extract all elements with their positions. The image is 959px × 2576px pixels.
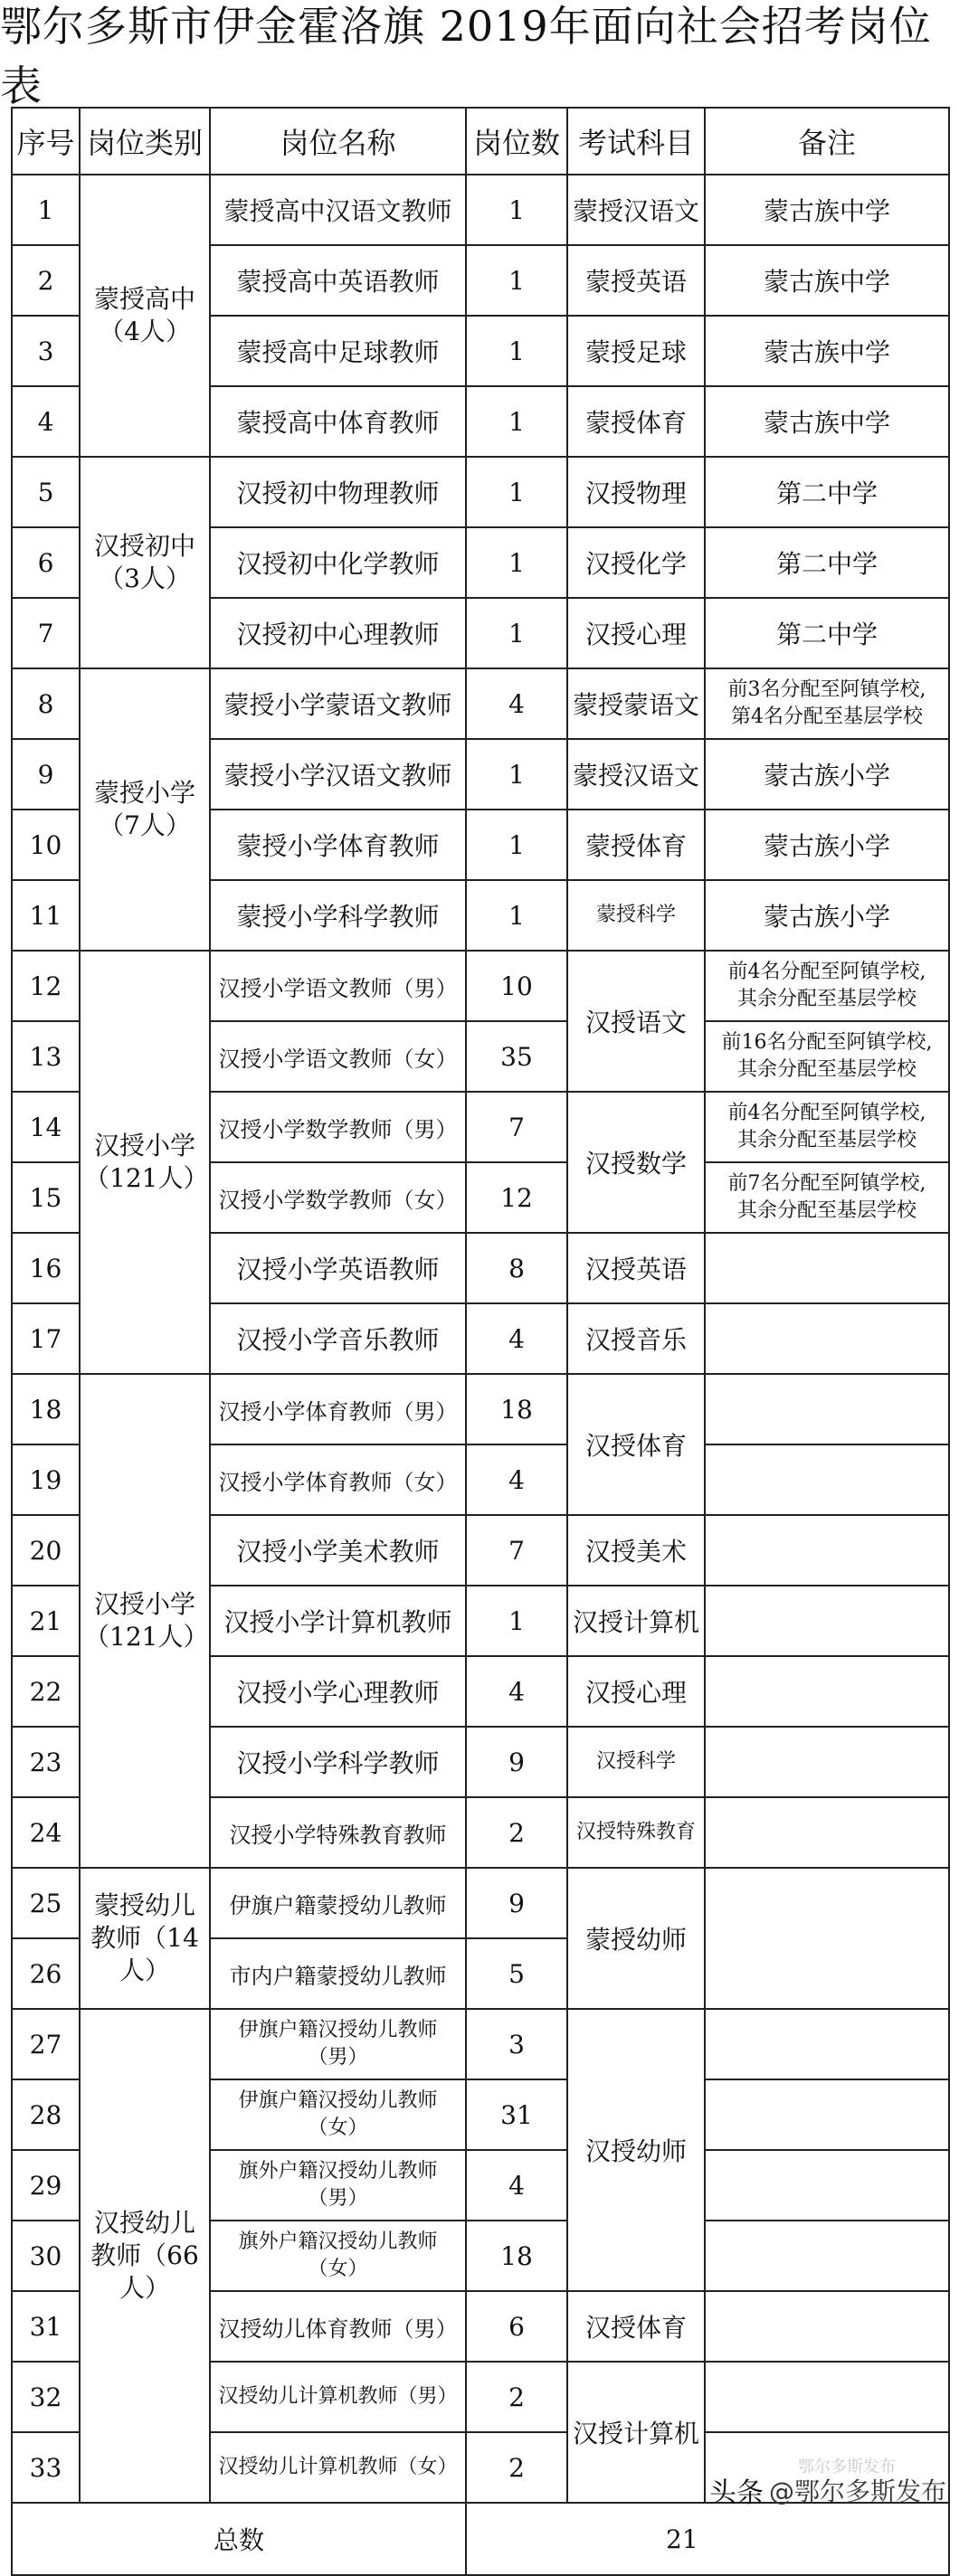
position-count: 1 bbox=[466, 457, 567, 527]
note-line: 前4名分配至阿镇学校, bbox=[727, 961, 926, 983]
note-line: 第4名分配至基层学校 bbox=[731, 706, 923, 728]
position-count: 1 bbox=[466, 175, 567, 245]
position-count: 1 bbox=[466, 245, 567, 316]
total-value: 21 bbox=[466, 2503, 949, 2575]
position-count: 2 bbox=[466, 1797, 567, 1868]
position-name: 汉授初中物理教师 bbox=[210, 457, 466, 527]
exam-subject: 蒙授幼师 bbox=[567, 1868, 705, 2009]
note-cell: 蒙古族小学 bbox=[705, 810, 949, 880]
exam-subject: 汉授英语 bbox=[567, 1233, 705, 1303]
header-note: 备注 bbox=[705, 108, 949, 175]
note-cell bbox=[705, 1303, 949, 1374]
note-line: 其余分配至基层学校 bbox=[736, 1058, 916, 1081]
header-no: 序号 bbox=[12, 108, 80, 175]
row-no: 11 bbox=[12, 880, 80, 951]
row-no: 21 bbox=[12, 1586, 80, 1656]
note-cell bbox=[705, 2009, 949, 2079]
header-subject: 考试科目 bbox=[567, 108, 705, 175]
position-count: 2 bbox=[466, 2432, 567, 2503]
watermark bbox=[709, 2470, 946, 2510]
position-name: 汉授幼儿体育教师（男） bbox=[210, 2291, 466, 2362]
note-cell: 蒙古族中学 bbox=[705, 245, 949, 316]
exam-subject: 汉授计算机 bbox=[567, 2362, 705, 2503]
position-count: 9 bbox=[466, 1868, 567, 1938]
row-no: 27 bbox=[12, 2009, 80, 2079]
note-cell bbox=[705, 1797, 949, 1868]
exam-subject: 汉授美术 bbox=[567, 1515, 705, 1586]
table-row bbox=[12, 457, 949, 527]
note-cell bbox=[705, 668, 949, 739]
position-count: 9 bbox=[466, 1727, 567, 1797]
table-row bbox=[12, 1868, 949, 1938]
table-row bbox=[12, 175, 949, 245]
note-cell bbox=[705, 1868, 949, 2009]
page-title: 鄂尔多斯市伊金霍洛旗 2019年面向社会招考岗位表 bbox=[0, 2, 932, 110]
row-no: 23 bbox=[12, 1727, 80, 1797]
header-category: 岗位类别 bbox=[80, 108, 210, 175]
note-line: 其余分配至基层学校 bbox=[736, 1199, 916, 1222]
position-name: 汉授小学特殊教育教师 bbox=[210, 1797, 466, 1868]
note-cell bbox=[705, 1727, 949, 1797]
note-cell: 第二中学 bbox=[705, 457, 949, 527]
note-cell: 蒙古族中学 bbox=[705, 386, 949, 457]
table-row bbox=[12, 2009, 949, 2079]
exam-subject: 蒙授蒙语文 bbox=[567, 668, 705, 739]
position-count: 4 bbox=[466, 668, 567, 739]
note-line: 前4名分配至阿镇学校, bbox=[727, 1102, 926, 1124]
exam-subject: 汉授语文 bbox=[567, 951, 705, 1092]
exam-subject: 汉授特殊教育 bbox=[567, 1797, 705, 1868]
position-name: 旗外户籍汉授幼儿教师（女） bbox=[210, 2221, 466, 2291]
position-count: 1 bbox=[466, 598, 567, 668]
position-name: 蒙授小学蒙语文教师 bbox=[210, 668, 466, 739]
note-line: 其余分配至基层学校 bbox=[736, 988, 916, 1010]
position-count: 5 bbox=[466, 1938, 567, 2009]
row-no: 29 bbox=[12, 2150, 80, 2221]
position-count: 7 bbox=[466, 1092, 567, 1162]
position-name: 市内户籍蒙授幼儿教师 bbox=[210, 1938, 466, 2009]
row-no: 8 bbox=[12, 668, 80, 739]
note-cell bbox=[705, 1586, 949, 1656]
position-count: 3 bbox=[466, 2009, 567, 2079]
row-no: 10 bbox=[12, 810, 80, 880]
position-name: 汉授小学美术教师 bbox=[210, 1515, 466, 1586]
position-name: 汉授小学心理教师 bbox=[210, 1656, 466, 1727]
position-name: 汉授小学数学教师（女） bbox=[210, 1162, 466, 1233]
row-no: 1 bbox=[12, 175, 80, 245]
position-name: 伊旗户籍汉授幼儿教师（男） bbox=[210, 2009, 466, 2079]
row-no: 13 bbox=[12, 1021, 80, 1092]
position-name: 蒙授高中汉语文教师 bbox=[210, 175, 466, 245]
position-count: 12 bbox=[466, 1162, 567, 1233]
position-name: 蒙授小学科学教师 bbox=[210, 880, 466, 951]
position-count: 1 bbox=[466, 1586, 567, 1656]
note-cell bbox=[705, 2362, 949, 2432]
note-cell: 蒙古族小学 bbox=[705, 880, 949, 951]
note-cell bbox=[705, 2150, 949, 2221]
position-count: 4 bbox=[466, 1303, 567, 1374]
category-cell: 蒙授小学（7人） bbox=[80, 668, 210, 951]
exam-subject: 汉授数学 bbox=[567, 1092, 705, 1233]
row-no: 7 bbox=[12, 598, 80, 668]
note-cell: 蒙古族小学 bbox=[705, 739, 949, 810]
position-name: 汉授小学计算机教师 bbox=[210, 1586, 466, 1656]
row-no: 26 bbox=[12, 1938, 80, 2009]
note-cell bbox=[705, 2079, 949, 2150]
position-count: 31 bbox=[466, 2079, 567, 2150]
note-cell bbox=[705, 2221, 949, 2291]
row-no: 33 bbox=[12, 2432, 80, 2503]
position-name: 汉授初中化学教师 bbox=[210, 527, 466, 598]
position-count: 10 bbox=[466, 951, 567, 1021]
category-cell: 汉授初中（3人） bbox=[80, 457, 210, 668]
note-cell bbox=[705, 1444, 949, 1515]
note-cell: 第二中学 bbox=[705, 598, 949, 668]
note-cell bbox=[705, 1656, 949, 1727]
position-count: 7 bbox=[466, 1515, 567, 1586]
exam-subject: 汉授体育 bbox=[567, 1374, 705, 1515]
exam-subject: 蒙授足球 bbox=[567, 316, 705, 386]
row-no: 2 bbox=[12, 245, 80, 316]
table-row bbox=[12, 668, 949, 739]
exam-subject: 蒙授英语 bbox=[567, 245, 705, 316]
row-no: 32 bbox=[12, 2362, 80, 2432]
row-no: 5 bbox=[12, 457, 80, 527]
note-cell: 第二中学 bbox=[705, 527, 949, 598]
position-count: 1 bbox=[466, 527, 567, 598]
category-cell: 蒙授高中（4人） bbox=[80, 175, 210, 457]
row-no: 24 bbox=[12, 1797, 80, 1868]
row-no: 15 bbox=[12, 1162, 80, 1233]
row-no: 12 bbox=[12, 951, 80, 1021]
position-name: 旗外户籍汉授幼儿教师（男） bbox=[210, 2150, 466, 2221]
note-cell bbox=[705, 1515, 949, 1586]
exam-subject: 蒙授体育 bbox=[567, 810, 705, 880]
header-position: 岗位名称 bbox=[210, 108, 466, 175]
row-no: 14 bbox=[12, 1092, 80, 1162]
position-name: 汉授小学数学教师（男） bbox=[210, 1092, 466, 1162]
note-cell bbox=[705, 1233, 949, 1303]
exam-subject: 汉授科学 bbox=[567, 1727, 705, 1797]
position-count: 18 bbox=[466, 1374, 567, 1444]
position-name: 蒙授高中体育教师 bbox=[210, 386, 466, 457]
row-no: 9 bbox=[12, 739, 80, 810]
exam-subject: 汉授计算机 bbox=[567, 1586, 705, 1656]
position-count: 4 bbox=[466, 1444, 567, 1515]
exam-subject: 汉授音乐 bbox=[567, 1303, 705, 1374]
row-no: 22 bbox=[12, 1656, 80, 1727]
position-count: 1 bbox=[466, 386, 567, 457]
note-line: 其余分配至基层学校 bbox=[736, 1129, 916, 1151]
position-name: 汉授小学体育教师（女） bbox=[210, 1444, 466, 1515]
note-cell bbox=[705, 1374, 949, 1444]
row-no: 6 bbox=[12, 527, 80, 598]
watermark-ghost: 鄂尔多斯发布 bbox=[798, 2458, 896, 2477]
position-name: 蒙授高中英语教师 bbox=[210, 245, 466, 316]
row-no: 31 bbox=[12, 2291, 80, 2362]
position-name: 汉授初中心理教师 bbox=[210, 598, 466, 668]
table-row bbox=[12, 951, 949, 1021]
watermark-handle: @鄂尔多斯发布 bbox=[768, 2477, 946, 2506]
category-cell: 汉授小学（121人） bbox=[80, 1374, 210, 1868]
position-name: 汉授小学语文教师（女） bbox=[210, 1021, 466, 1092]
total-row bbox=[12, 2503, 949, 2575]
exam-subject: 蒙授体育 bbox=[567, 386, 705, 457]
row-no: 20 bbox=[12, 1515, 80, 1586]
position-name: 汉授小学语文教师（男） bbox=[210, 951, 466, 1021]
note-cell bbox=[705, 1021, 949, 1092]
position-count: 1 bbox=[466, 880, 567, 951]
position-name: 汉授幼儿计算机教师（女） bbox=[210, 2432, 466, 2503]
exam-subject: 汉授体育 bbox=[567, 2291, 705, 2362]
position-name: 汉授幼儿计算机教师（男） bbox=[210, 2362, 466, 2432]
table-header-row bbox=[12, 108, 949, 175]
position-name: 伊旗户籍汉授幼儿教师（女） bbox=[210, 2079, 466, 2150]
row-no: 18 bbox=[12, 1374, 80, 1444]
row-no: 4 bbox=[12, 386, 80, 457]
category-cell: 蒙授幼儿教师（14人） bbox=[80, 1868, 210, 2009]
exam-subject: 汉授化学 bbox=[567, 527, 705, 598]
total-label: 总数 bbox=[12, 2503, 466, 2575]
watermark-prefix: 头条 bbox=[708, 2477, 764, 2509]
position-count: 1 bbox=[466, 810, 567, 880]
recruitment-table bbox=[11, 107, 950, 2576]
note-line: 前7名分配至阿镇学校, bbox=[727, 1172, 926, 1195]
position-name: 汉授小学科学教师 bbox=[210, 1727, 466, 1797]
position-count: 6 bbox=[466, 2291, 567, 2362]
position-name: 蒙授小学汉语文教师 bbox=[210, 739, 466, 810]
position-count: 4 bbox=[466, 1656, 567, 1727]
note-cell: 蒙古族中学 bbox=[705, 316, 949, 386]
position-count: 18 bbox=[466, 2221, 567, 2291]
row-no: 28 bbox=[12, 2079, 80, 2150]
position-name: 汉授小学音乐教师 bbox=[210, 1303, 466, 1374]
position-count: 4 bbox=[466, 2150, 567, 2221]
note-cell bbox=[705, 951, 949, 1021]
position-name: 蒙授小学体育教师 bbox=[210, 810, 466, 880]
note-line: 前3名分配至阿镇学校, bbox=[727, 678, 926, 701]
position-name: 汉授小学英语教师 bbox=[210, 1233, 466, 1303]
position-name: 蒙授高中足球教师 bbox=[210, 316, 466, 386]
note-cell bbox=[705, 2291, 949, 2362]
exam-subject: 蒙授科学 bbox=[567, 880, 705, 951]
note-cell bbox=[705, 1092, 949, 1162]
exam-subject: 汉授心理 bbox=[567, 598, 705, 668]
position-count: 1 bbox=[466, 739, 567, 810]
exam-subject: 蒙授汉语文 bbox=[567, 739, 705, 810]
position-count: 8 bbox=[466, 1233, 567, 1303]
row-no: 17 bbox=[12, 1303, 80, 1374]
position-count: 1 bbox=[466, 316, 567, 386]
category-cell: 汉授幼儿教师（66人） bbox=[80, 2009, 210, 2503]
row-no: 16 bbox=[12, 1233, 80, 1303]
position-name: 伊旗户籍蒙授幼儿教师 bbox=[210, 1868, 466, 1938]
exam-subject: 蒙授汉语文 bbox=[567, 175, 705, 245]
exam-subject: 汉授物理 bbox=[567, 457, 705, 527]
exam-subject: 汉授幼师 bbox=[567, 2009, 705, 2291]
note-cell: 蒙古族中学 bbox=[705, 175, 949, 245]
row-no: 3 bbox=[12, 316, 80, 386]
row-no: 19 bbox=[12, 1444, 80, 1515]
position-count: 35 bbox=[466, 1021, 567, 1092]
table-row bbox=[12, 1374, 949, 1444]
exam-subject: 汉授心理 bbox=[567, 1656, 705, 1727]
position-name: 汉授小学体育教师（男） bbox=[210, 1374, 466, 1444]
position-count: 2 bbox=[466, 2362, 567, 2432]
category-cell: 汉授小学（121人） bbox=[80, 951, 210, 1374]
note-cell bbox=[705, 1162, 949, 1233]
row-no: 30 bbox=[12, 2221, 80, 2291]
header-count: 岗位数 bbox=[466, 108, 567, 175]
row-no: 25 bbox=[12, 1868, 80, 1938]
note-line: 前16名分配至阿镇学校, bbox=[721, 1031, 933, 1054]
